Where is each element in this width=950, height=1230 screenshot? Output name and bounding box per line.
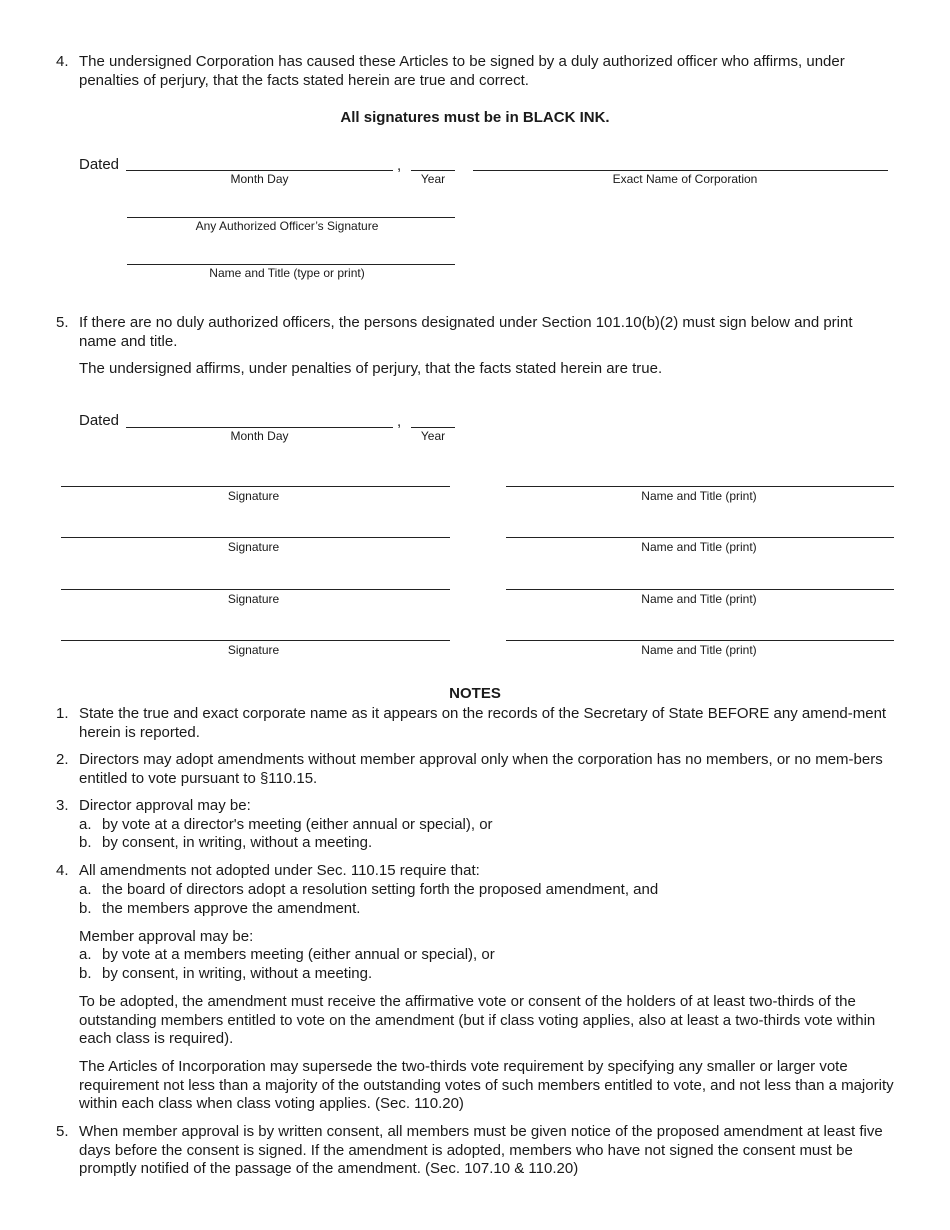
- note-2-number: 2.: [56, 751, 69, 768]
- ink-notice: All signatures must be in BLACK INK.: [340, 109, 610, 126]
- member-approval-a-label: a.: [79, 946, 92, 963]
- section-5-number: 5.: [56, 314, 69, 331]
- comma-2: ,: [397, 413, 402, 430]
- signature-label-2: Signature: [227, 540, 280, 554]
- name-title-field-2[interactable]: [506, 537, 894, 538]
- note-3a-label: a.: [79, 816, 92, 833]
- note-1-text: State the true and exact corporate name as it appears on the records of the Secretary of State BEFORE any amend-ment herein is reported.: [79, 705, 887, 741]
- signature-label-1: Signature: [227, 489, 280, 503]
- notes-title: NOTES: [449, 685, 501, 702]
- note-4a-text: the board of directors adopt a resolution setting forth the proposed amendment, and: [102, 881, 659, 898]
- note-5-text: When member approval is by written consent, all members must be given notice of the proposed amendment at least five days before the consent is signed. If the amendment is adopted, members who have not signed the consent must be promptly notified of the passage of the amendment. (Sec. 107.10 & 110.20): [79, 1123, 883, 1177]
- note-3b-label: b.: [79, 834, 92, 851]
- corporation-name-label: Exact Name of Corporation: [612, 172, 758, 186]
- year-field-2[interactable]: [411, 427, 455, 428]
- member-approval-a-text: by vote at a members meeting (either annual or special), or: [102, 946, 495, 963]
- member-approval-b-text: by consent, in writing, without a meeting.: [102, 965, 373, 982]
- signature-field-1[interactable]: [61, 486, 450, 487]
- note-1-number: 1.: [56, 705, 69, 722]
- year-label-2: Year: [420, 429, 446, 443]
- officer-signature-field[interactable]: [127, 217, 455, 218]
- signature-field-3[interactable]: [61, 589, 450, 590]
- note-3-number: 3.: [56, 797, 69, 814]
- officer-name-title-label: Name and Title (type or print): [209, 266, 365, 280]
- name-title-field-4[interactable]: [506, 640, 894, 641]
- note-2-text: Directors may adopt amendments without member approval only when the corporation has no members, or no mem-bers entitled to vote pursuant to §110.15.: [79, 751, 883, 787]
- section-5-text: If there are no duly authorized officers, the persons designated under Section 101.10(b)(2) must sign below and print name and title.: [79, 314, 853, 350]
- note-4b-text: the members approve the amendment.: [102, 900, 361, 917]
- signature-label-4: Signature: [227, 643, 280, 657]
- year-label: Year: [420, 172, 446, 186]
- note-3-text: Director approval may be:: [79, 797, 251, 814]
- name-title-label-1: Name and Title (print): [641, 489, 757, 503]
- corporation-name-field[interactable]: [473, 170, 888, 171]
- officer-signature-label: Any Authorized Officer’s Signature: [195, 219, 379, 233]
- officer-name-title-field[interactable]: [127, 264, 455, 265]
- month-day-label-2: Month Day: [230, 429, 289, 443]
- signature-field-4[interactable]: [61, 640, 450, 641]
- name-title-field-1[interactable]: [506, 486, 894, 487]
- note-4-paragraph-1: To be adopted, the amendment must receive the affirmative vote or consent of the holders of at least two-thirds of the outstanding members entitled to vote on the amendment (but if class voting applies, also at least a two-thirds vote within each class is required).: [79, 993, 876, 1047]
- note-4-paragraph-2: The Articles of Incorporation may supersede the two-thirds vote requirement by specifying any smaller or larger vote requirement not less than a majority of the outstanding votes of such members entitled to vote, and not less than a majority within each class when class voting applies. (Sec. 110.20): [79, 1058, 894, 1112]
- signature-label-3: Signature: [227, 592, 280, 606]
- note-3a-text: by vote at a director's meeting (either annual or special), or: [102, 816, 493, 833]
- section-4-number: 4.: [56, 53, 69, 70]
- note-5-number: 5.: [56, 1123, 69, 1140]
- note-3b-text: by consent, in writing, without a meeting.: [102, 834, 373, 851]
- month-day-field-2[interactable]: [126, 427, 393, 428]
- note-4-text: All amendments not adopted under Sec. 110.15 require that:: [79, 862, 480, 879]
- name-title-label-2: Name and Title (print): [641, 540, 757, 554]
- year-field[interactable]: [411, 170, 455, 171]
- month-day-field[interactable]: [126, 170, 393, 171]
- note-4b-label: b.: [79, 900, 92, 917]
- section-5-affirm: The undersigned affirms, under penalties of perjury, that the facts stated herein are true.: [79, 360, 663, 377]
- month-day-label: Month Day: [230, 172, 289, 186]
- note-4a-label: a.: [79, 881, 92, 898]
- signature-field-2[interactable]: [61, 537, 450, 538]
- dated-label-2: Dated: [79, 412, 120, 429]
- name-title-field-3[interactable]: [506, 589, 894, 590]
- member-approval-b-label: b.: [79, 965, 92, 982]
- note-4-number: 4.: [56, 862, 69, 879]
- dated-label: Dated: [79, 156, 120, 173]
- name-title-label-3: Name and Title (print): [641, 592, 757, 606]
- member-approval-heading: Member approval may be:: [79, 928, 254, 945]
- comma: ,: [397, 157, 402, 174]
- section-4-text: The undersigned Corporation has caused these Articles to be signed by a duly authorized officer who affirms, under penalties of perjury, that the facts stated herein are true and correct.: [79, 53, 845, 89]
- name-title-label-4: Name and Title (print): [641, 643, 757, 657]
